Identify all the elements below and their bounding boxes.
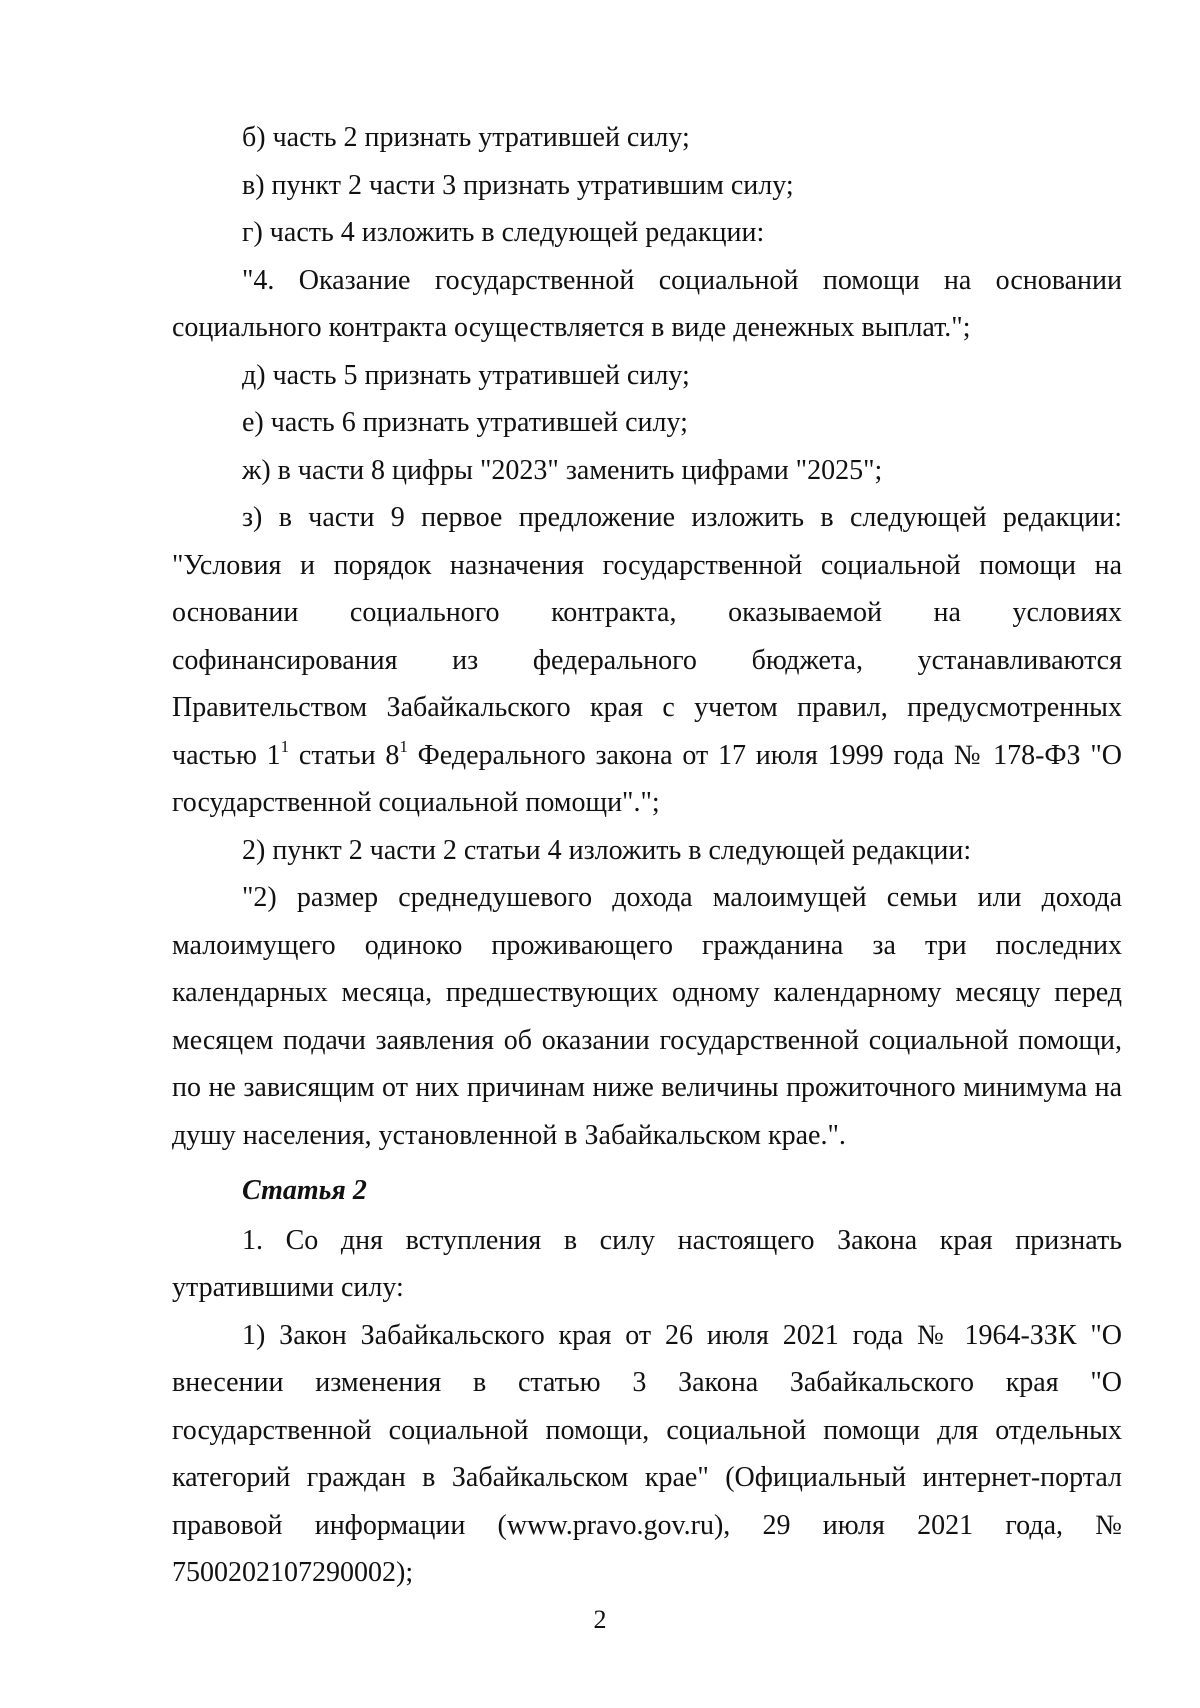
item-2: 2) пункт 2 части 2 статьи 4 изложить в следующей редакции: xyxy=(242,834,972,866)
page-number: 2 xyxy=(593,1605,607,1634)
item-z-superscript-1: 1 xyxy=(280,736,290,756)
part4-text: "4. Оказание государственной социальной помощи на основании социального контракта осуществляется в виде денежных выплат."; xyxy=(172,264,1122,343)
item-z xyxy=(172,494,1122,827)
item-z-part2: статьи 8 xyxy=(289,739,400,771)
item-g: г) часть 4 изложить в следующей редакции: xyxy=(242,217,765,248)
item-v: в) пункт 2 части 3 признать утратившим силу; xyxy=(242,169,794,201)
item-z-part1: з) в части 9 первое предложение изложить в следующей редакции: "Условия и порядок назначения государственной социальной помощи на основании социального контракта, оказываемой на условиях софинансирования из федерального бюджета, устанавливаются Правительством Забайкальского края с учетом правил, предусмотренных частью 1 xyxy=(172,502,1122,771)
item-zh: ж) в части 8 цифры "2023" заменить цифрами "2025"; xyxy=(242,454,883,486)
article-2-heading: Статья 2 xyxy=(242,1175,367,1206)
item-b: б) часть 2 признать утратившей силу; xyxy=(242,122,690,153)
document-body xyxy=(172,114,1122,1597)
item-z-part3: Федерального закона от 17 июля 1999 года № 178-ФЗ "О государственной социальной помощи"."; xyxy=(172,739,1122,818)
article-2-paragraph-1: 1. Со дня вступления в силу настоящего Закона края признать утратившими силу: xyxy=(172,1224,1122,1303)
item-2-text: "2) размер среднедушевого дохода малоимущей семьи или дохода малоимущего одиноко проживающего гражданина за три последних календарных месяца, предшествующих одному календарному месяцу перед месяцем подачи заявления об оказании государственной социальной помощи, по не зависящим от них причинам ниже величины прожиточного минимума на душу населения, установленной в Забайкальском крае.". xyxy=(172,882,1122,1151)
item-d: д) часть 5 признать утратившей силу; xyxy=(242,359,690,391)
item-z-superscript-2: 1 xyxy=(399,736,408,756)
article-2-paragraph-2: 1) Закон Забайкальского края от 26 июля 2021 года № 1964-ЗЗК "О внесении изменения в статью 3 Закона Забайкальского края "О государственной социальной помощи, социальной помощи для отдельных категорий граждан в Забайкальском крае" (Официальный интернет-портал правовой информации (www.pravo.gov.ru), 29 июля 2021 года, № 7500202107290002); xyxy=(172,1319,1122,1588)
item-e: е) часть 6 признать утратившей силу; xyxy=(242,407,688,438)
